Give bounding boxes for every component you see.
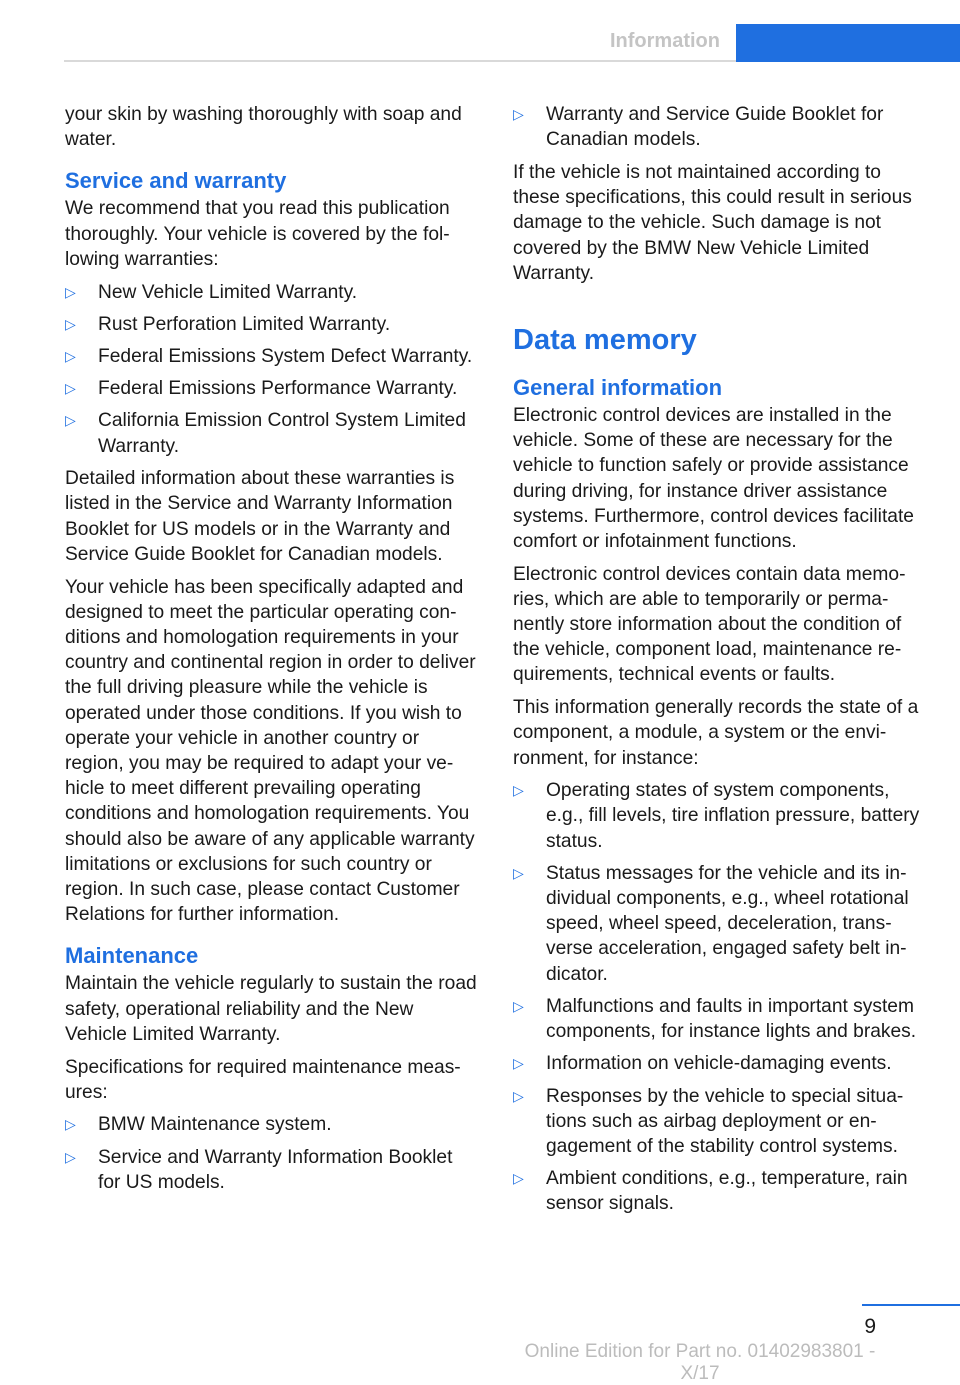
- list-item: ▷ Operating states of system components, e.g., fill levels, tire inflation pressure, battery status.: [513, 780, 920, 852]
- service-paragraph: We recommend that you read this publication thoroughly. Your vehicle is covered by the following warranties:: [65, 198, 450, 270]
- triangle-bullet-icon: ▷: [513, 1055, 524, 1072]
- triangle-bullet-icon: ▷: [513, 782, 524, 799]
- edition-footer: Online Edition for Part no. 01402983801 - X/17: [524, 1341, 876, 1384]
- list-item: ▷ Information on vehicle-damaging events.: [513, 1051, 928, 1076]
- adaptation-paragraph: Your vehicle has been specifically adapted and designed to meet the particular operating conditions and homologation requirements in your country and continental region in order to deliver the full driving pleasure while the vehicle is operated under those conditions. If you wish to operate your vehicle in another country or region, you may be required to adapt your vehicle to meet different prevailing operating conditions and homologation requirements. You should also be aware of any applicable warranty limitations or exclusions for such country or region. In such case, please contact Customer Relations for further information.: [65, 576, 476, 926]
- triangle-bullet-icon: ▷: [65, 283, 76, 300]
- specifications-paragraph: Specifications for required maintenance measures:: [65, 1056, 461, 1103]
- warranty-list: [65, 280, 480, 459]
- page-number: 9: [864, 1315, 876, 1338]
- list-item: ▷ Federal Emissions System Defect Warranty.: [65, 344, 480, 369]
- intro-paragraph: your skin by washing thoroughly with soap and water.: [65, 104, 462, 151]
- service-warranty-heading: Service and warranty: [65, 168, 287, 194]
- data-memories-paragraph: Electronic control devices contain data memories, which are able to temporarily or permanently store information about the condition of the vehicle, component load, maintenance requirements, technical events or faults.: [513, 563, 906, 686]
- triangle-bullet-icon: ▷: [65, 1148, 76, 1165]
- maintenance-list-continued: [513, 102, 928, 152]
- header-rule: [64, 60, 736, 62]
- warranty-detail-paragraph: Detailed information about these warranties is listed in the Service and Warranty Information Booklet for US models or in the Warranty and Service Guide Booklet for Canadian models.: [65, 468, 455, 565]
- triangle-bullet-icon: ▷: [513, 106, 524, 122]
- triangle-bullet-icon: ▷: [513, 864, 524, 881]
- general-information-heading: General information: [513, 374, 723, 400]
- triangle-bullet-icon: ▷: [65, 1116, 76, 1133]
- not-maintained-paragraph: If the vehicle is not maintained according to these specifications, this could result in serious damage to the vehicle. Such damage is not covered by the BMW New Vehicle Limited Warranty.: [513, 161, 912, 284]
- triangle-bullet-icon: ▷: [513, 1170, 524, 1187]
- list-item: ▷ Malfunctions and faults in important system components, for instance lights and brakes.: [513, 995, 917, 1043]
- footer-rule: [862, 1304, 960, 1306]
- triangle-bullet-icon: ▷: [65, 347, 76, 364]
- list-item: ▷ New Vehicle Limited Warranty.: [65, 280, 480, 305]
- control-devices-paragraph: Electronic control devices are installed in the vehicle. Some of these are necessary for the vehicle to function safely or provide assistance during driving, for instance driver assistance systems. Furthermore, control devices facilitate comfort or infotainment functions.: [513, 404, 914, 552]
- list-item: ▷ Warranty and Service Guide Booklet for Canadian models.: [513, 104, 884, 151]
- list-item: ▷ Ambient conditions, e.g., temperature, rain sensor signals.: [513, 1168, 908, 1215]
- list-item: ▷ Federal Emissions Performance Warranty.: [65, 376, 480, 401]
- triangle-bullet-icon: ▷: [65, 315, 76, 332]
- maintenance-list: [65, 1112, 480, 1195]
- maintenance-heading: Maintenance: [65, 943, 199, 969]
- running-header-title: Information: [610, 30, 720, 52]
- list-item: ▷ Responses by the vehicle to special situations such as airbag deployment or engagement of the stability control systems.: [513, 1085, 904, 1157]
- data-examples-list: [513, 778, 928, 1216]
- triangle-bullet-icon: ▷: [65, 412, 76, 429]
- triangle-bullet-icon: ▷: [65, 380, 76, 397]
- maintenance-paragraph: Maintain the vehicle regularly to sustain the road safety, operational reliability and the New Vehicle Limited Warranty.: [65, 973, 477, 1045]
- list-item: ▷ BMW Maintenance system.: [65, 1112, 480, 1137]
- triangle-bullet-icon: ▷: [513, 997, 524, 1014]
- right-column: [513, 102, 928, 1224]
- list-item: ▷ California Emission Control System Limited Warranty.: [65, 410, 466, 457]
- triangle-bullet-icon: ▷: [513, 1087, 524, 1104]
- header-tab-marker: [736, 24, 960, 62]
- list-item: ▷ Rust Perforation Limited Warranty.: [65, 312, 480, 337]
- records-paragraph: This information generally records the state of a component, a module, a system or the environment, for instance:: [513, 697, 919, 769]
- list-item: ▷ Service and Warranty Information Booklet for US models.: [65, 1146, 453, 1193]
- list-item: ▷ Status messages for the vehicle and its individual components, e.g., wheel rotational speed, wheel speed, deceleration, transverse acceleration, engaged safety belt indicator.: [513, 862, 909, 985]
- left-column: [65, 102, 480, 1203]
- data-memory-heading: Data memory: [513, 323, 697, 356]
